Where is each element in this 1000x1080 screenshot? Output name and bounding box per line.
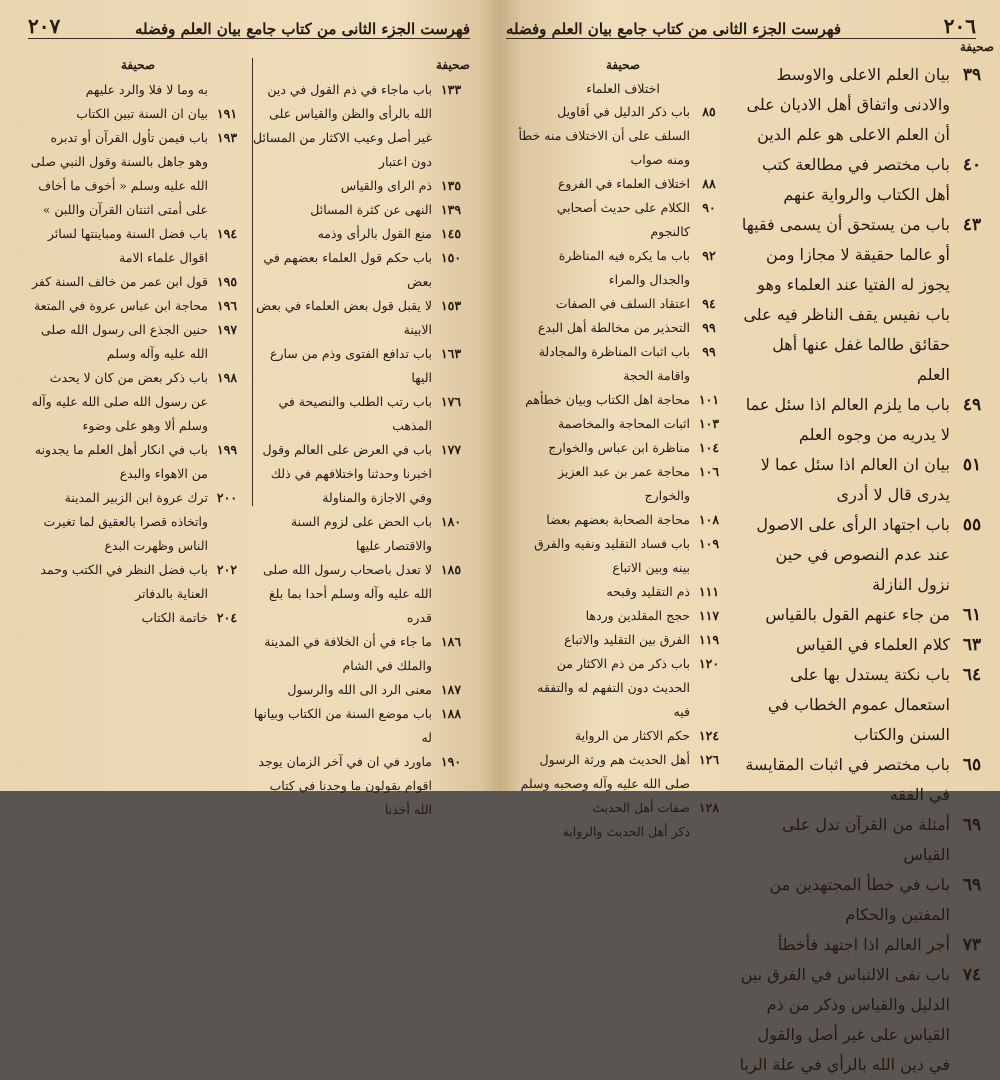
- toc-page-number: ١٣٣: [440, 82, 462, 97]
- toc-entry: [518, 532, 728, 580]
- toc-page-number: ١١١: [698, 584, 720, 599]
- right-page: [506, 0, 1000, 1074]
- toc-entry-text: باب موضع السنة من الكتاب وبيانها له: [253, 706, 432, 745]
- toc-page-number: ٦١: [962, 605, 982, 625]
- toc-page-number: ١٠١: [698, 392, 720, 407]
- toc-entry: [30, 102, 246, 126]
- toc-entry: [252, 630, 470, 678]
- toc-page-number: ٤٣: [962, 215, 982, 235]
- toc-entry-text: باب ذكر من ذم الاكثار من الحديث دون التفهم له والتفقه فيه: [537, 656, 690, 719]
- toc-entry-text: محاجة ابن عباس عروة في المتعة: [34, 298, 208, 313]
- toc-entry-text: اثبات المحاجة والمخاصمة: [557, 416, 690, 431]
- toc-page-number: ١٤٥: [440, 226, 462, 241]
- toc-page-number: ٦٥: [962, 755, 982, 775]
- toc-entry: [518, 748, 728, 796]
- toc-page-number: ٨٨: [702, 176, 716, 191]
- toc-page-number: ١٧٦: [440, 394, 462, 409]
- toc-entry-text: باب نكتة يستدل بها على استعمال عموم الخطاب في السنن والكتاب: [767, 665, 950, 744]
- toc-entry-text: لا يقبل قول بعض العلماء في بعض الابينة: [256, 298, 432, 337]
- toc-entry: [30, 294, 246, 318]
- toc-page-number: ٦٤: [962, 665, 982, 685]
- toc-entry: [252, 558, 470, 630]
- toc-entry-text: التحذير من مخالطة أهل البدع: [537, 320, 690, 335]
- toc-entry: [738, 450, 994, 510]
- toc-page-number: ٢٠٠: [216, 490, 238, 505]
- toc-entry-text: باب ذكر بعض من كان لا يحدث عن رسول الله صلى الله عليه وآله وسلم ألا وهو على وضوء: [31, 370, 208, 433]
- toc-entry-text: محاجة الصحابة بعضهم بعضا: [546, 512, 690, 527]
- toc-entry-text: لا تعدل باصحاب رسول الله صلى الله عليه وآله وسلم أحدا بما بلغ قدره: [262, 562, 432, 625]
- toc-entry-text: ما جاء في أن الخلافة في المدينة والملك في الشام: [264, 634, 432, 673]
- toc-entry: [518, 292, 728, 316]
- toc-entry-text: حكم الاكثار من الرواية: [574, 728, 690, 743]
- toc-entry-text: ذم الراى والقياس: [340, 178, 432, 193]
- toc-page-number: ١١٧: [698, 608, 720, 623]
- toc-entry-text: باب ما يكره فيه المناظرة والجدال والمراء: [558, 248, 690, 287]
- toc-entry: [518, 796, 728, 820]
- toc-page-number: ٢٠٤: [216, 610, 238, 625]
- toc-list: [30, 78, 246, 630]
- toc-entry: [518, 100, 728, 172]
- toc-entry: [30, 366, 246, 438]
- toc-entry-text: باب فضل السنة ومباينتها لسائر اقوال علماء الامة: [47, 226, 208, 265]
- toc-page-number: ٩٤: [702, 296, 716, 311]
- toc-entry-text: الكلام على حديث أصحابي كالنجوم: [556, 200, 690, 239]
- toc-list: [518, 100, 728, 844]
- toc-entry-text: ترك عروة ابن الزبير المدينة واتخاذه قصرا بالعقيق لما تغيرت الناس وظهرت البدع: [43, 490, 208, 553]
- toc-entry: [252, 678, 470, 702]
- toc-entry: [738, 810, 994, 870]
- toc-page-number: ١٨٦: [440, 634, 462, 649]
- toc-entry: [738, 630, 994, 660]
- toc-page-number: ٣٩: [962, 65, 982, 85]
- toc-entry-text: باب نفى الالتباس في الفرق بين الدليل والقياس وذكر من ذم القياس على غير أصل والقول في دين الله بالرأي في علة الربا: [739, 965, 950, 1074]
- toc-page-number: ١٨٨: [440, 706, 462, 721]
- toc-entry-text: ذكر أهل الحديث والرواية: [562, 824, 690, 839]
- right-page-left-column: [518, 58, 728, 844]
- toc-page-number: ١٢٠: [698, 656, 720, 671]
- right-page-title: فهرست الجزء الثانى من كتاب جامع بيان العلم وفضله: [506, 20, 842, 38]
- toc-entry-text: اعتقاد السلف في الصفات: [555, 296, 690, 311]
- toc-page-number: ١٩٣: [216, 130, 238, 145]
- toc-entry: [738, 660, 994, 750]
- toc-page-number: ١٥٣: [440, 298, 462, 313]
- toc-page-number: ١٦٣: [440, 346, 462, 361]
- toc-entry-text: من جاء عنهم القول بالقياس: [765, 605, 950, 624]
- toc-entry-text: بيان ان العالم اذا سئل عما لا يدرى قال لا أدرى: [760, 455, 950, 504]
- left-page: [0, 0, 488, 817]
- toc-entry: [30, 78, 246, 102]
- toc-entry: [738, 930, 994, 960]
- toc-page-number: ١١٩: [698, 632, 720, 647]
- toc-page-number: ١٩٤: [216, 226, 238, 241]
- toc-entry: [518, 340, 728, 388]
- toc-page-number: ١٠٦: [698, 464, 720, 479]
- toc-entry-text: باب تدافع الفتوى وذم من سارع اليها: [269, 346, 432, 385]
- toc-entry: [30, 318, 246, 366]
- toc-page-number: ٦٣: [962, 635, 982, 655]
- toc-entry-text: محاجة عمر بن عبد العزيز والخوارج: [558, 464, 690, 503]
- toc-entry: [30, 270, 246, 294]
- toc-page-number: ١٧٧: [440, 442, 462, 457]
- column-label: صحيفة: [605, 58, 641, 72]
- toc-entry-text: باب اجتهاد الرأى على الاصول عند عدم النصوص في حين نزول النازلة: [756, 515, 950, 594]
- toc-entry-text: باب فضل النظر في الكتب وحمد العناية بالدفاتر: [40, 562, 208, 601]
- toc-page-number: ٩٩: [702, 344, 716, 359]
- toc-page-number: ١٨٥: [440, 562, 462, 577]
- toc-entry: [518, 604, 728, 628]
- toc-entry-text: باب من يستحق أن يسمى فقيها أو عالما حقيقة لا مجازا ومن يجوز له الفتيا عند العلماء وهو باب نفيس يقف الناظر فيه على حقائق طالما غفل عنها أهل العلم: [741, 215, 950, 384]
- toc-entry: [738, 150, 994, 210]
- toc-page-number: ٤٩: [962, 395, 982, 415]
- toc-entry-text: باب فساد التقليد ونفيه والفرق بينه وبين الاتباع: [534, 536, 690, 575]
- toc-entry: [738, 210, 994, 390]
- toc-page-number: ٤٠: [962, 155, 982, 175]
- toc-entry: [518, 652, 728, 724]
- toc-page-number: ١٠٨: [698, 512, 720, 527]
- column-divider: [252, 58, 253, 506]
- toc-page-number: ١٩١: [216, 106, 238, 121]
- toc-entry-text: باب مختصر في اثبات المقايسة في الفقه: [745, 755, 950, 804]
- toc-entry-text: أهل الحديث هم ورثة الرسول صلى الله عليه وآله وصحبه وسلم: [520, 752, 690, 791]
- toc-entry-text: باب رتب الطلب والنصيحة في المذهب: [278, 394, 432, 433]
- toc-entry: [738, 510, 994, 600]
- column-label: صحيفة: [959, 40, 994, 54]
- toc-list: [252, 78, 470, 822]
- toc-entry: [518, 244, 728, 292]
- toc-entry: [30, 438, 246, 486]
- toc-entry-text: أمثلة من القرآن تدل على القياس: [782, 815, 950, 864]
- toc-entry-text: باب حكم قول العلماء بعضهم في بعض: [263, 250, 432, 289]
- toc-entry: [518, 508, 728, 532]
- toc-entry-text: باب في خطأ المجتهدين من المفتين والحكام: [769, 875, 950, 924]
- toc-entry-text: النهى عن كثرة المسائل: [310, 202, 432, 217]
- toc-entry: [30, 606, 246, 630]
- toc-page-number: ٦٩: [962, 815, 982, 835]
- toc-entry: [518, 388, 728, 412]
- toc-entry-text: باب ما يلزم العالم اذا سئل عما لا يدريه من وجوه العلم: [745, 395, 950, 444]
- toc-entry-text: حجج المقلدين وردها: [585, 608, 690, 623]
- toc-page-number: ١٢٨: [698, 800, 720, 815]
- toc-entry: [738, 60, 994, 150]
- toc-page-number: ١٣٩: [440, 202, 462, 217]
- column-label: صحيفة: [435, 58, 470, 72]
- toc-entry: [518, 724, 728, 748]
- toc-page-number: ٥٥: [962, 515, 982, 535]
- toc-entry: [738, 870, 994, 930]
- toc-page-number: ١٩٧: [216, 322, 238, 337]
- left-page-title: فهرست الجزء الثانى من كتاب جامع بيان العلم وفضله: [134, 20, 470, 38]
- toc-entry: [518, 196, 728, 244]
- toc-entry: [518, 172, 728, 196]
- toc-entry: [518, 628, 728, 652]
- toc-entry-text: الفرق بين التقليد والاتباع: [564, 632, 690, 647]
- toc-entry: [252, 198, 470, 222]
- left-page-number: ٢٠٧: [28, 14, 61, 38]
- toc-entry: [252, 750, 470, 822]
- toc-entry: [518, 460, 728, 508]
- toc-entry: [252, 78, 470, 174]
- toc-page-number: ١٥٠: [440, 250, 462, 265]
- toc-entry: [252, 510, 470, 558]
- toc-entry: [252, 438, 470, 510]
- toc-entry-text: معنى الرد الى الله والرسول: [287, 682, 432, 697]
- toc-entry: [518, 820, 728, 844]
- toc-entry-text: باب الحض على لزوم السنة والاقتصار عليها: [290, 514, 432, 553]
- toc-entry: [738, 600, 994, 630]
- toc-page-number: ١٩٠: [440, 754, 462, 769]
- toc-entry: [518, 412, 728, 436]
- toc-entry-text: صفات أهل الحديث: [592, 800, 690, 815]
- toc-page-number: ١٩٦: [216, 298, 238, 313]
- toc-entry-text: منع القول بالرأى وذمه: [317, 226, 432, 241]
- toc-page-number: ١٠٩: [698, 536, 720, 551]
- toc-entry-text: باب اثبات المناظرة والمجادلة واقامة الحجة: [538, 344, 690, 383]
- toc-page-number: ٩٢: [702, 248, 716, 263]
- toc-entry-text: خاتمة الكتاب: [141, 610, 208, 625]
- toc-entry-text: بيان العلم الاعلى والاوسط والادنى واتفاق أهل الاديان على أن العلم الاعلى هو علم الدين: [746, 65, 950, 144]
- toc-page-number: ٧٣: [962, 935, 982, 955]
- column-label: صحيفة: [120, 58, 156, 72]
- right-page-number: ٢٠٦: [943, 14, 976, 38]
- toc-entry: [738, 390, 994, 450]
- right-page-header: [506, 12, 976, 39]
- toc-page-number: ١٩٩: [216, 442, 238, 457]
- toc-entry-text: مناظرة ابن عباس والخوارج: [548, 440, 690, 455]
- toc-page-number: ٨٥: [702, 104, 716, 119]
- toc-list: [738, 60, 994, 1080]
- toc-page-number: ١٨٧: [440, 682, 462, 697]
- toc-entry-text: باب ذكر الدليل في أقاويل السلف على أن الاختلاف منه خطأ ومنه صواب: [518, 104, 690, 167]
- toc-entry: [252, 390, 470, 438]
- toc-entry: [30, 486, 246, 558]
- left-page-header: [28, 12, 470, 39]
- toc-entry-text: كلام العلماء في القياس: [796, 635, 950, 654]
- toc-page-number: ١٠٣: [698, 416, 720, 431]
- toc-entry-text: ذم التقليد وقبحه: [606, 584, 690, 599]
- toc-entry-text: اختلاف العلماء في الفروع: [557, 176, 690, 191]
- toc-entry: [518, 580, 728, 604]
- toc-page-number: ١٩٨: [216, 370, 238, 385]
- toc-page-number: ٩٩: [702, 320, 716, 335]
- toc-entry: [738, 750, 994, 810]
- toc-entry: [252, 294, 470, 342]
- toc-entry: [252, 702, 470, 750]
- toc-entry-text: قول ابن عمر من خالف السنة كفر: [32, 274, 208, 289]
- toc-page-number: ١٢٦: [698, 752, 720, 767]
- toc-entry: [30, 222, 246, 270]
- right-page-right-column: [738, 40, 994, 1080]
- toc-entry: [252, 174, 470, 198]
- toc-entry: [252, 222, 470, 246]
- toc-page-number: ١٩٥: [216, 274, 238, 289]
- toc-entry-text: بيان ان السنة تبين الكتاب: [76, 106, 208, 121]
- toc-page-number: ١٠٤: [698, 440, 720, 455]
- toc-entry: [252, 246, 470, 294]
- toc-entry-text: باب ماجاء في ذم القول في دين الله بالرأى والظن والقياس على غير أصل وعيب الاكثار من المسائل دون اعتبار: [253, 82, 432, 169]
- toc-page-number: ٢٠٢: [216, 562, 238, 577]
- toc-entry-text: محاجة اهل الكتاب وبيان خطأهم: [525, 392, 690, 407]
- toc-page-number: ٧٤: [962, 965, 982, 985]
- toc-entry-text: باب في انكار أهل العلم ما يجدونه من الاهواء والبدع: [34, 442, 208, 481]
- toc-page-number: ٦٩: [962, 875, 982, 895]
- toc-entry-text: به وما لا فلا والرد عليهم: [85, 82, 208, 97]
- toc-entry: [30, 126, 246, 222]
- toc-page-number: ١٣٥: [440, 178, 462, 193]
- toc-page-number: ١٢٤: [698, 728, 720, 743]
- toc-entry: [518, 316, 728, 340]
- toc-entry: [252, 342, 470, 390]
- toc-page-number: ١٨٠: [440, 514, 462, 529]
- toc-page-number: ٩٠: [702, 200, 716, 215]
- toc-entry-text: أجر العالم اذا اجتهد فأخطأ: [777, 935, 950, 954]
- toc-entry: [30, 558, 246, 606]
- toc-entry-text: باب مختصر في مطالعة كتب أهل الكتاب والرواية عنهم: [761, 155, 950, 204]
- toc-entry-text: باب فيمن تأول القرآن أو تدبره وهو جاهل بالسنة وقول النبي صلى الله عليه وسلم « أخوف ما أخاف على أمتى اثنتان القرآن واللبن »: [30, 130, 208, 217]
- section-subheading: اختلاف العلماء: [586, 81, 660, 96]
- left-page-right-column: [252, 58, 470, 822]
- toc-entry: [518, 436, 728, 460]
- toc-entry: [738, 960, 994, 1080]
- toc-entry-text: باب في العرض على العالم وقول اخبرنا وحدثنا واختلافهم في ذلك وفي الاجازة والمناولة: [262, 442, 432, 505]
- left-page-left-column: [30, 58, 246, 630]
- toc-page-number: ٥١: [962, 455, 982, 475]
- toc-entry-text: حنين الجذع الى رسول الله صلى الله عليه وآله وسلم: [40, 322, 208, 361]
- toc-entry-text: ماورد في ان في آخر الزمان يوجد اقوام يقولون ما وجدنا في كتاب الله أخذنا: [258, 754, 432, 817]
